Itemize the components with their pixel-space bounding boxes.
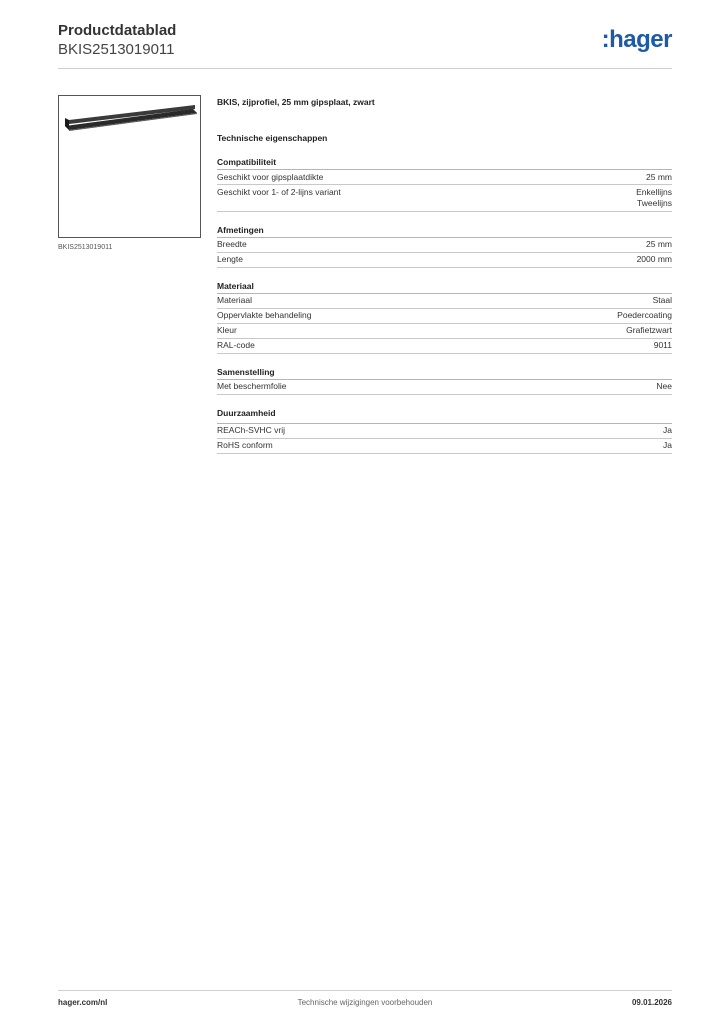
table-row [217,294,672,309]
value-line: Tweelijns [637,198,672,208]
row-value: Nee [656,381,672,391]
section-afmetingen [217,224,672,268]
section-title: Materiaal [217,280,672,294]
document-title: Productdatablad [58,22,177,39]
profile-illustration [59,96,202,239]
row-label: Kleur [217,325,237,335]
footer-divider [58,990,672,991]
value-line: Enkellijns [636,186,672,197]
product-title: BKIS, zijprofiel, 25 mm gipsplaat, zwart [217,97,375,107]
row-label: RAL-code [217,340,255,350]
technical-properties-heading: Technische eigenschappen [217,133,328,143]
table-row [217,309,672,324]
table-row [217,238,672,253]
row-label: Oppervlakte behandeling [217,310,312,320]
product-details [217,96,672,454]
row-label: Breedte [217,239,247,249]
image-caption: BKIS2513019011 [58,244,113,251]
row-label: RoHS conform [217,440,273,450]
row-value: 25 mm [646,239,672,249]
row-value: 25 mm [646,171,672,182]
section-compatibiliteit [217,156,672,212]
row-value: 9011 [653,340,672,350]
section-title: Samenstelling [217,366,672,380]
table-row [217,170,672,185]
row-value: Staal [652,295,672,305]
section-title: Afmetingen [217,224,672,238]
header-divider [58,68,672,69]
row-value [636,187,672,210]
table-row [217,253,672,268]
row-value: Ja [663,425,672,435]
header [58,22,672,68]
section-samenstelling [217,366,672,395]
row-label: REACh-SVHC vrij [217,425,286,435]
row-value: 2000 mm [636,254,672,264]
footer [58,998,672,1012]
row-value: Ja [663,440,672,450]
row-label: Geschikt voor gipsplaatdikte [217,171,324,182]
table-row [217,424,672,439]
hager-logo: :hager [601,26,672,53]
table-row [217,380,672,395]
product-code: BKIS2513019011 [58,41,175,58]
row-label: Geschikt voor 1- of 2-lijns variant [217,186,341,197]
section-materiaal [217,280,672,354]
footer-date: 09.01.2026 [631,998,672,1007]
section-rows [217,423,672,454]
product-image [58,95,201,238]
row-value: Grafietzwart [626,325,672,335]
section-title: Duurzaamheid [217,407,276,418]
row-label: Materiaal [217,295,252,305]
row-value: Poedercoating [617,310,672,320]
row-label: Lengte [217,254,243,264]
section-duurzaamheid [217,407,672,454]
table-row [217,439,672,454]
table-row [217,339,672,354]
footer-disclaimer: Technische wijzigingen voorbehouden [297,998,433,1007]
row-label: Met beschermfolie [217,381,287,391]
footer-website-link[interactable]: hager.com/nl [58,998,108,1007]
table-row [217,185,672,212]
section-title: Compatibiliteit [217,156,672,170]
table-row [217,324,672,339]
